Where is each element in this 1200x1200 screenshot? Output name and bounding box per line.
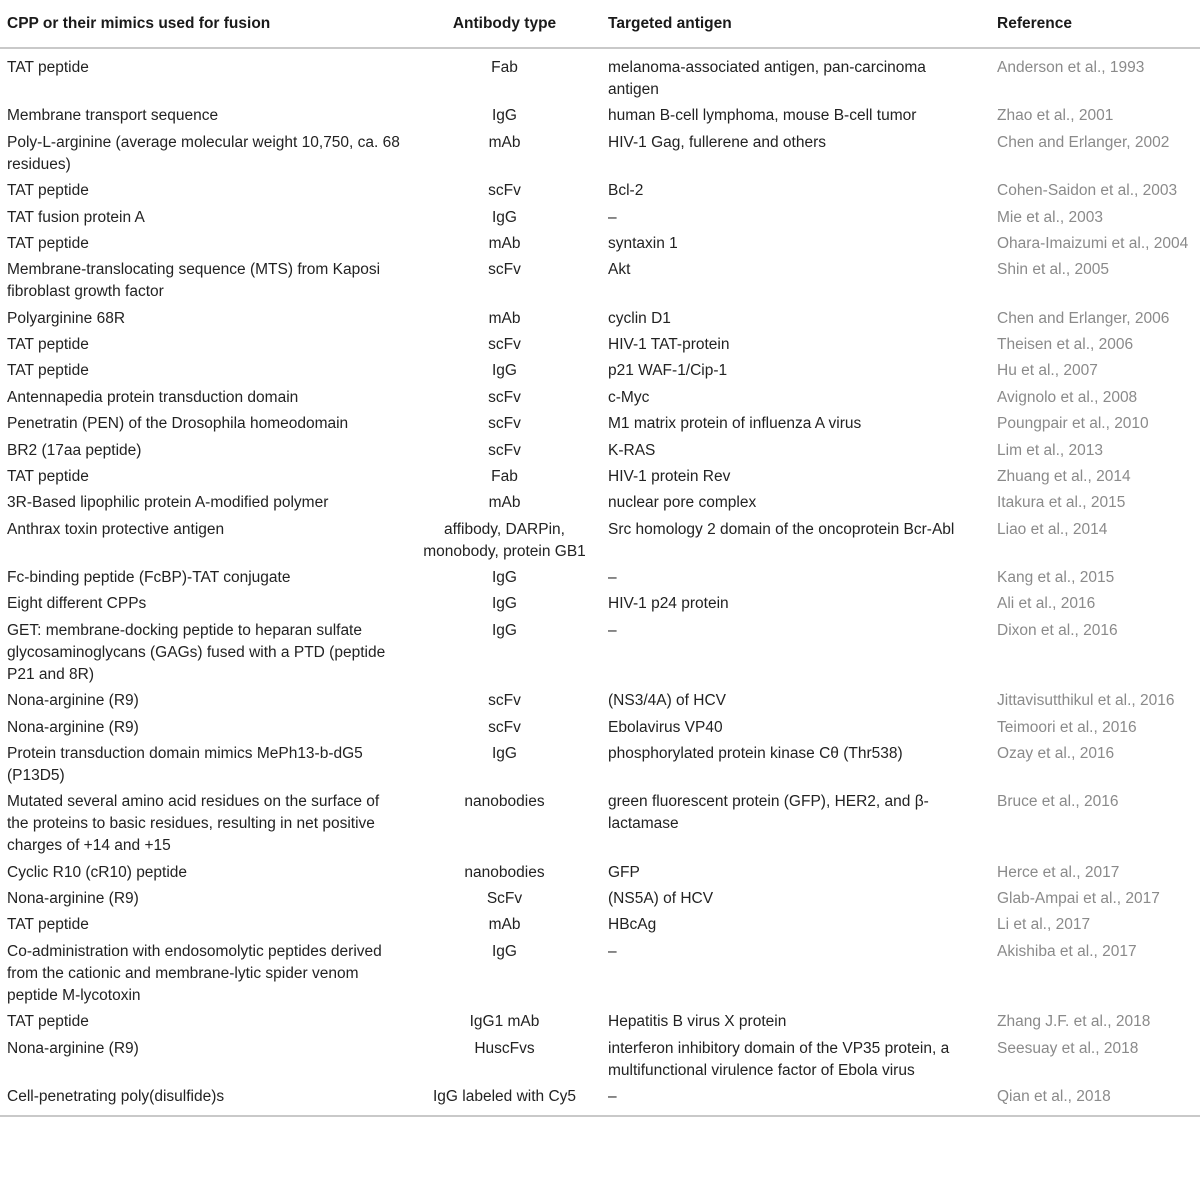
cell-reference: Bruce et al., 2016 [997,793,1119,811]
cell-targeted-antigen: – [608,569,617,586]
cell-cpp: 3R-Based lipophilic protein A-modified polymer [7,494,329,512]
table-header [0,0,1200,48]
cell-reference: Hu et al., 2007 [997,362,1098,380]
cell-cpp: Nona-arginine (R9) [7,1039,139,1057]
table-row [0,859,1200,885]
cell-cpp: TAT peptide [7,336,89,353]
cell-reference: Poungpair et al., 2010 [997,415,1149,433]
cell-targeted-antigen: (NS5A) of HCV [608,890,714,907]
cell-antibody-type: mAb [488,494,521,512]
cell-reference: Theisen et al., 2006 [997,336,1134,353]
cell-antibody-type: HuscFvs [474,1039,535,1057]
cell-reference: Zhuang et al., 2014 [997,467,1131,485]
cell-reference: Zhang J.F. et al., 2018 [997,1013,1151,1031]
cell-antibody-type: IgG [492,362,517,380]
table-row [0,741,1200,789]
table-row [0,385,1200,411]
cell-reference: Mie et al., 2003 [997,208,1103,226]
header-reference: Reference [983,0,1200,48]
cell-cpp: TAT peptide [7,234,89,252]
cell-targeted-antigen: K-RAS [608,441,656,459]
table-row [0,411,1200,437]
cell-cpp: TAT peptide [7,59,89,76]
cell-targeted-antigen: HIV-1 TAT-protein [608,336,730,353]
cell-reference: Jittavisutthikul et al., 2016 [997,692,1175,710]
table-row [0,789,1200,859]
cell-antibody-type: nanobodies [464,863,545,881]
cell-cpp: Nona-arginine (R9) [7,890,139,907]
cell-reference: Li et al., 2017 [997,916,1091,934]
cell-targeted-antigen: nuclear pore complex [608,494,757,512]
header-antibody-type: Antibody type [412,0,597,48]
cell-antibody-type: IgG [492,744,517,762]
cell-reference: Zhao et al., 2001 [997,107,1114,125]
cell-targeted-antigen: – [608,621,617,639]
cell-antibody-type: scFv [488,388,521,406]
cell-reference: Ozay et al., 2016 [997,744,1115,762]
cell-antibody-type: nanobodies [464,793,545,811]
table-row [0,618,1200,688]
cell-cpp: Nona-arginine (R9) [7,718,139,736]
cell-antibody-type: IgG [492,595,517,613]
table-row [0,1035,1200,1083]
cell-cpp: TAT peptide [7,1013,89,1031]
table-row [0,912,1200,938]
cell-cpp: Anthrax toxin protective antigen [7,520,225,538]
table-row [0,591,1200,617]
table-row [0,939,1200,1009]
cell-reference: Liao et al., 2014 [997,520,1108,538]
cell-reference: Akishiba et al., 2017 [997,942,1137,960]
cell-cpp: Polyarginine 68R [7,309,126,327]
cell-reference: Kang et al., 2015 [997,569,1115,586]
table-row [0,490,1200,516]
table-row [0,565,1200,591]
cell-targeted-antigen: – [608,942,617,960]
cell-antibody-type: scFv [488,692,521,710]
cell-antibody-type: scFv [488,441,521,459]
table-row [0,48,1200,103]
cell-antibody-type: ScFv [486,890,523,907]
cell-targeted-antigen: melanoma-associated antigen, pan-carcinoma antigen [608,59,926,98]
cell-targeted-antigen: GFP [608,863,640,881]
cell-targeted-antigen: human B-cell lymphoma, mouse B-cell tumor [608,107,917,125]
cell-reference: Anderson et al., 1993 [997,59,1145,76]
cell-antibody-type: scFv [488,182,521,200]
table-row [0,714,1200,740]
cell-antibody-type: IgG [492,107,517,125]
cell-cpp: Poly-L-arginine (average molecular weight 10,750, ca. 68 residues) [7,133,400,173]
cell-cpp: Membrane-translocating sequence (MTS) from Kaposi fibroblast growth factor [7,261,381,301]
cell-cpp: GET: membrane-docking peptide to heparan sulfate glycosaminoglycans (GAGs) fused with a PTD (peptide P21 and 8R) [7,621,386,683]
cell-reference: Ohara-Imaizumi et al., 2004 [997,234,1189,252]
cell-targeted-antigen: (NS3/4A) of HCV [608,692,727,710]
cell-cpp: Co-administration with endosomolytic peptides derived from the cationic and membrane-lytic spider venom peptide M-lycotoxin [7,942,382,1004]
cell-targeted-antigen: cyclin D1 [608,309,671,327]
cell-reference: Dixon et al., 2016 [997,621,1118,639]
cell-targeted-antigen: HIV-1 protein Rev [608,467,731,485]
cell-targeted-antigen: Bcl-2 [608,182,644,200]
cell-targeted-antigen: – [597,1084,983,1116]
cell-targeted-antigen: Akt [608,261,631,279]
cell-cpp: Cyclic R10 (cR10) peptide [7,863,188,881]
cell-antibody-type: IgG [492,942,517,960]
table-row [0,1084,1200,1116]
cell-antibody-type: Fab [491,467,518,485]
header-cpp: CPP or their mimics used for fusion [0,0,412,48]
cell-targeted-antigen: HIV-1 Gag, fullerene and others [608,133,826,151]
cell-antibody-type: affibody, DARPin, monobody, protein GB1 [423,520,586,560]
cell-cpp: BR2 (17aa peptide) [7,441,142,459]
cell-antibody-type: IgG labeled with Cy5 [412,1084,597,1116]
table-row [0,103,1200,129]
cell-reference: Glab-Ampai et al., 2017 [997,890,1160,907]
header-targeted-antigen: Targeted antigen [597,0,983,48]
cell-targeted-antigen: p21 WAF-1/Cip-1 [608,362,728,380]
table-body [0,48,1200,1116]
cell-cpp: Antennapedia protein transduction domain [7,388,299,406]
cell-targeted-antigen: HIV-1 p24 protein [608,595,729,613]
cell-cpp: Nona-arginine (R9) [7,692,139,710]
cell-antibody-type: mAb [488,916,521,934]
cell-reference: Chen and Erlanger, 2002 [997,133,1170,151]
cell-reference: Teimoori et al., 2016 [997,718,1137,736]
cell-antibody-type: IgG [492,621,517,639]
cell-cpp: TAT peptide [7,362,89,380]
cell-targeted-antigen: HBcAg [608,916,657,934]
cell-antibody-type: IgG [492,208,517,226]
cell-antibody-type: mAb [488,309,521,327]
cell-reference: Lim et al., 2013 [997,441,1103,459]
cell-reference: Avignolo et al., 2008 [997,388,1138,406]
table-row [0,178,1200,204]
cell-antibody-type: scFv [488,415,521,433]
cell-cpp: TAT peptide [7,916,89,934]
cell-cpp: TAT fusion protein A [7,208,145,226]
cell-cpp: Eight different CPPs [7,595,147,613]
table-row [0,464,1200,490]
cell-cpp: TAT peptide [7,182,89,200]
cell-antibody-type: IgG1 mAb [469,1013,540,1031]
cell-antibody-type: IgG [492,569,517,586]
table-row [0,437,1200,463]
table-row [0,516,1200,564]
cell-reference: Cohen-Saidon et al., 2003 [997,182,1178,200]
cell-targeted-antigen: M1 matrix protein of influenza A virus [608,415,862,433]
table-row [0,688,1200,714]
cell-reference: Ali et al., 2016 [997,595,1096,613]
table-row [0,886,1200,912]
cell-targeted-antigen: interferon inhibitory domain of the VP35 protein, a multifunctional virulence factor of Ebola virus [608,1039,950,1079]
table-row [0,332,1200,358]
cell-antibody-type: scFv [488,261,521,279]
cell-targeted-antigen: c-Myc [608,388,650,406]
table-row [0,358,1200,384]
cell-cpp: TAT peptide [7,467,89,485]
cell-targeted-antigen: green fluorescent protein (GFP), HER2, and β-lactamase [608,793,929,833]
cell-reference: Herce et al., 2017 [997,863,1120,881]
cell-cpp: Penetratin (PEN) of the Drosophila homeodomain [7,415,349,433]
cell-cpp: Mutated several amino acid residues on the surface of the proteins to basic residues, resulting in net positive charges of +14 and +15 [7,793,380,855]
table-row [0,204,1200,230]
cell-cpp: Membrane transport sequence [7,107,219,125]
cell-targeted-antigen: syntaxin 1 [608,234,678,252]
cell-antibody-type: mAb [488,234,521,252]
cell-targeted-antigen: phosphorylated protein kinase Cθ (Thr538) [608,744,903,762]
cell-antibody-type: Fab [491,59,518,76]
cell-targeted-antigen: Ebolavirus VP40 [608,718,723,736]
cell-reference: Shin et al., 2005 [997,261,1110,279]
cell-cpp: Cell-penetrating poly(disulfide)s [0,1084,412,1116]
cell-targeted-antigen: Hepatitis B virus X protein [608,1013,787,1031]
cell-antibody-type: scFv [488,718,521,736]
cell-antibody-type: mAb [488,133,521,151]
cell-reference: Chen and Erlanger, 2006 [997,309,1170,327]
cell-reference: Itakura et al., 2015 [997,494,1126,512]
cell-cpp: Fc-binding peptide (FcBP)-TAT conjugate [7,569,291,586]
cell-targeted-antigen: Src homology 2 domain of the oncoprotein Bcr-Abl [608,520,955,538]
table-row [0,130,1200,178]
cell-reference: Seesuay et al., 2018 [997,1039,1139,1057]
table-row [0,1009,1200,1035]
cell-targeted-antigen: – [608,208,617,226]
table-row [0,305,1200,331]
table-row [0,231,1200,257]
header-row [0,0,1200,48]
cell-antibody-type: scFv [488,336,521,353]
cell-cpp: Protein transduction domain mimics MePh13-b-dG5 (P13D5) [7,744,363,784]
table-row [0,257,1200,305]
cell-reference: Qian et al., 2018 [983,1084,1200,1116]
